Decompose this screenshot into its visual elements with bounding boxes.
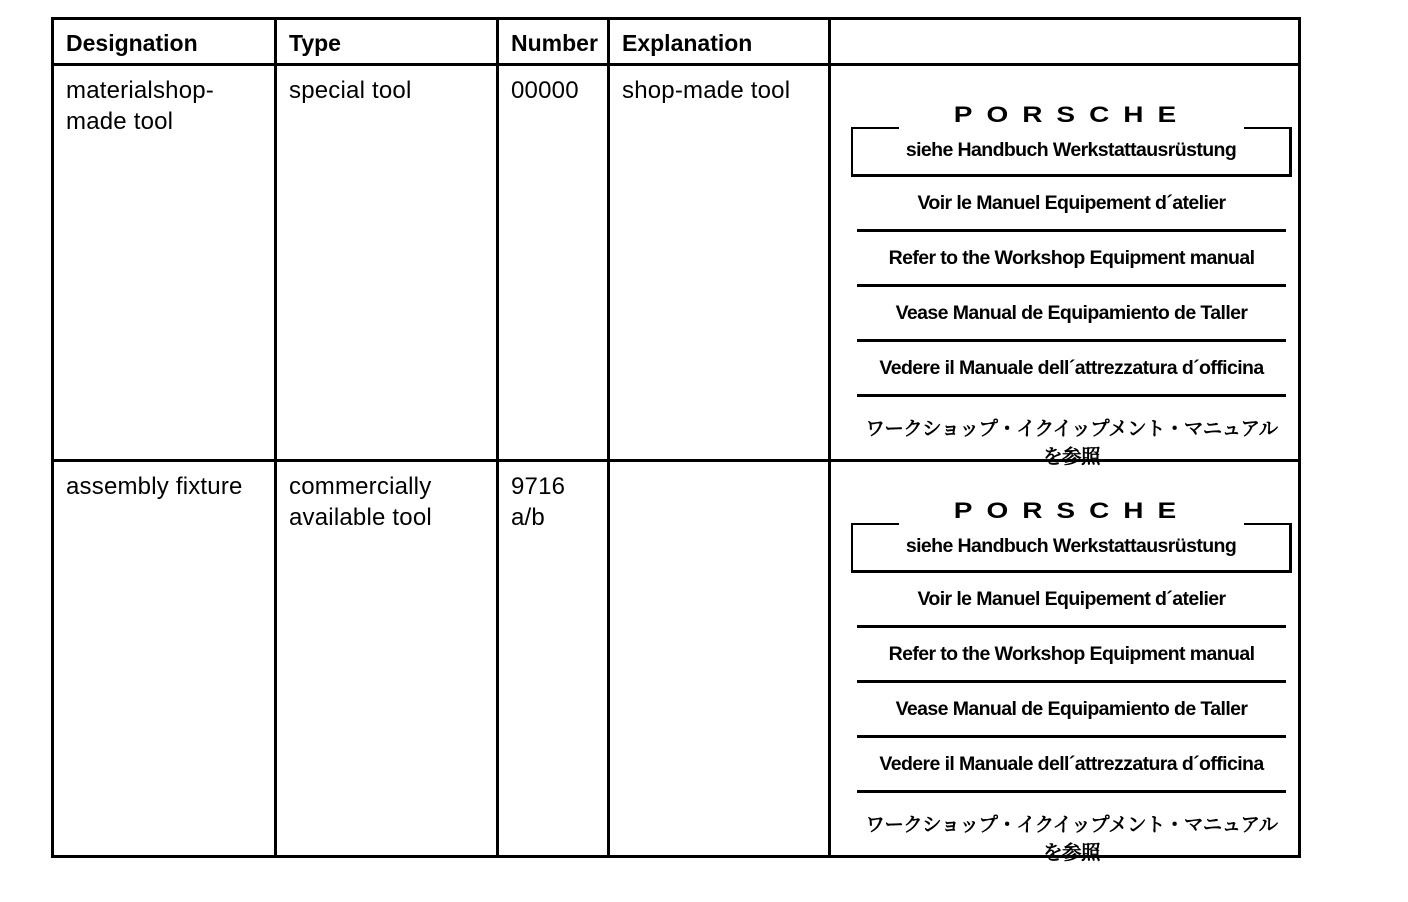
ref-line-en: Refer to the Workshop Equipment manual — [857, 628, 1286, 683]
ref-line-de — [851, 525, 1292, 573]
cell-type: commercially available tool — [289, 473, 432, 531]
cell-reference — [830, 65, 1300, 468]
ref-line-it: Vedere il Manuale dell´attrezzatura d´officina — [857, 738, 1286, 793]
cell-explanation: shop-made tool — [622, 77, 791, 104]
header-explanation: Explanation — [609, 19, 830, 65]
svg-text:PORSCHE: PORSCHE — [953, 102, 1190, 128]
table-header-row — [53, 19, 1300, 65]
ref-line-en: Refer to the Workshop Equipment manual — [857, 232, 1286, 287]
header-designation: Designation — [53, 19, 276, 65]
table-row — [53, 65, 1300, 461]
workshop-reference-box — [851, 99, 1292, 468]
ref-line-de — [851, 129, 1292, 177]
frame-top-left — [851, 127, 899, 129]
frame-top-right — [1244, 523, 1292, 525]
header-image — [830, 19, 1300, 65]
cell-number: 00000 — [511, 77, 579, 104]
ref-line-it: Vedere il Manuale dell´attrezzatura d´officina — [857, 342, 1286, 397]
cell-number: 9716 a/b — [511, 473, 566, 531]
header-number: Number — [498, 19, 609, 65]
table-row — [53, 461, 1300, 857]
porsche-logo — [927, 495, 1217, 525]
cell-designation: assembly fixture — [66, 473, 243, 500]
ref-line-fr: Voir le Manuel Equipement d´atelier — [857, 573, 1286, 628]
cell-explanation — [610, 462, 828, 471]
svg-text:PORSCHE: PORSCHE — [953, 498, 1190, 524]
frame-top-left — [851, 523, 899, 525]
ref-text: siehe Handbuch Werkstattausrüstung — [905, 139, 1237, 161]
porsche-logo — [927, 99, 1217, 129]
ref-line-fr: Voir le Manuel Equipement d´atelier — [857, 177, 1286, 232]
ref-text: siehe Handbuch Werkstattausrüstung — [905, 535, 1237, 557]
cell-reference — [830, 461, 1300, 864]
frame-top-right — [1244, 127, 1292, 129]
ref-line-ja: ワークショップ・イクイップメント・マニュアルを参照 — [865, 814, 1278, 864]
ref-line-ja: ワークショップ・イクイップメント・マニュアルを参照 — [865, 418, 1278, 468]
cell-designation: materialshop- made tool — [66, 77, 214, 135]
ref-line-es: Vease Manual de Equipamiento de Taller — [857, 287, 1286, 342]
tool-table — [51, 17, 1301, 864]
header-type: Type — [276, 19, 498, 65]
cell-type: special tool — [289, 77, 412, 104]
workshop-reference-box — [851, 495, 1292, 864]
ref-line-es: Vease Manual de Equipamiento de Taller — [857, 683, 1286, 738]
